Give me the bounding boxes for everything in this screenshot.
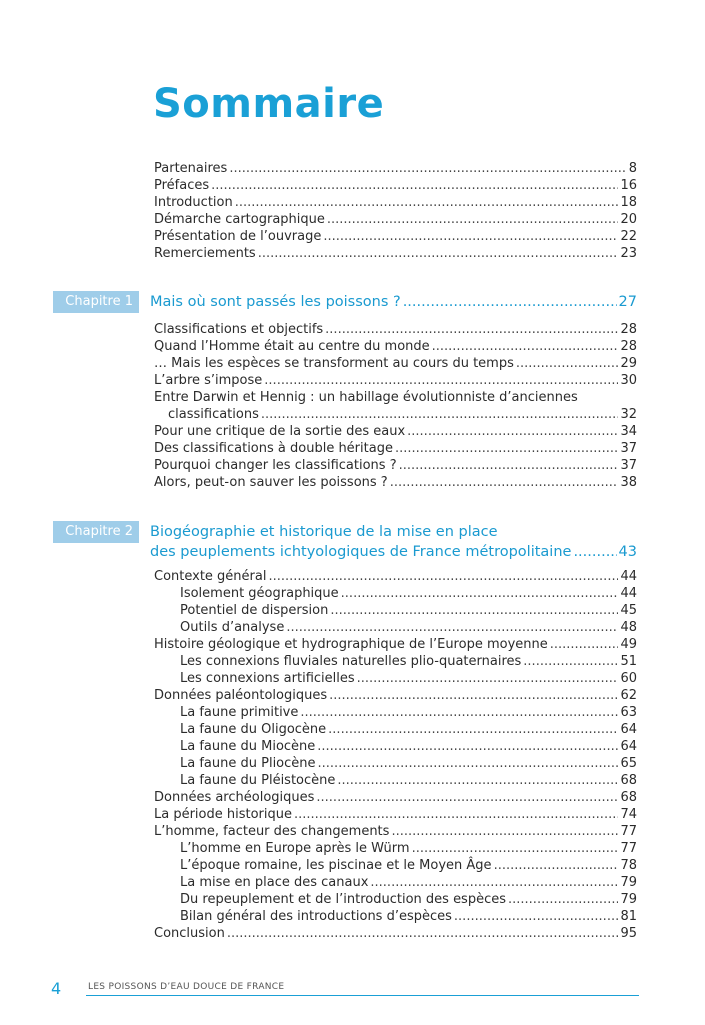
- toc-entry-label: Partenaires: [154, 161, 228, 176]
- toc-entry-label: Classifications et objectifs: [154, 322, 324, 337]
- dot-leader: [407, 423, 618, 440]
- dot-leader: [294, 806, 618, 823]
- dot-leader: [412, 840, 619, 857]
- toc-entry[interactable]: [154, 423, 637, 440]
- toc-subentry[interactable]: [154, 670, 637, 687]
- toc-entry-page: 29: [620, 356, 637, 371]
- toc-entry-page: 81: [620, 909, 637, 924]
- dot-leader: [395, 440, 619, 457]
- dot-leader: [268, 568, 618, 585]
- dot-leader: [370, 874, 618, 891]
- chapter-1-badge: Chapitre 1: [53, 291, 139, 313]
- toc-entry[interactable]: [154, 457, 637, 474]
- toc-entry-label: La faune du Miocène: [180, 739, 316, 754]
- toc-subentry[interactable]: [154, 840, 637, 857]
- toc-entry-label: Potentiel de dispersion: [180, 603, 329, 618]
- toc-entry-label: L’époque romaine, les piscinae et le Moyen Âge: [180, 858, 492, 873]
- toc-subentry[interactable]: [154, 619, 637, 636]
- toc-entry-label: La mise en place des canaux: [180, 875, 369, 890]
- footer-rule: [86, 995, 639, 996]
- toc-entry[interactable]: [154, 160, 637, 177]
- toc-entry-label: La faune du Pléistocène: [180, 773, 336, 788]
- toc-entry[interactable]: [154, 806, 637, 823]
- dot-leader: [508, 891, 618, 908]
- toc-entry[interactable]: [154, 245, 637, 262]
- intro-toc: [154, 160, 637, 262]
- toc-subentry[interactable]: [154, 857, 637, 874]
- dot-leader: [330, 602, 618, 619]
- footer-book-title: LES POISSONS D’EAU DOUCE DE FRANCE: [88, 982, 285, 992]
- toc-entry-page: 79: [620, 892, 637, 907]
- toc-entry-page: 37: [620, 441, 637, 456]
- toc-entry-page: 16: [620, 178, 637, 193]
- chapter-1-title: Mais où sont passés les poissons ?: [150, 294, 401, 310]
- dot-leader: [323, 228, 618, 245]
- chapter-1-toc: [154, 321, 637, 491]
- toc-entry-label: Alors, peut-on sauver les poissons ?: [154, 475, 388, 490]
- toc-entry-page: 28: [620, 322, 637, 337]
- dot-leader: [229, 160, 626, 177]
- toc-entry-label: Bilan général des introductions d’espèces: [180, 909, 452, 924]
- toc-entry-label: L’arbre s’impose: [154, 373, 263, 388]
- toc-entry-label: Du repeuplement et de l’introduction des espèces: [180, 892, 507, 907]
- page-title: Sommaire: [153, 81, 385, 127]
- chapter-1-page: 27: [618, 294, 637, 310]
- dot-leader: [454, 908, 619, 925]
- toc-entry-label: La faune du Oligocène: [180, 722, 327, 737]
- toc-entry[interactable]: [154, 636, 637, 653]
- chapter-2-heading[interactable]: [150, 522, 637, 562]
- toc-entry[interactable]: [154, 687, 637, 704]
- toc-entry-page: 23: [620, 246, 637, 261]
- toc-entry-page: 78: [620, 858, 637, 873]
- dot-leader: [516, 355, 619, 372]
- dot-leader: [328, 721, 618, 738]
- toc-entry-label: … Mais les espèces se transforment au cours du temps: [154, 356, 514, 371]
- toc-entry-label: Remerciements: [154, 246, 256, 261]
- toc-entry-page: 62: [620, 688, 637, 703]
- chapter-2-badge: Chapitre 2: [53, 521, 139, 543]
- toc-entry[interactable]: [154, 789, 637, 806]
- dot-leader: [318, 755, 619, 772]
- dot-leader: [523, 653, 618, 670]
- toc-entry-label: Contexte général: [154, 569, 267, 584]
- toc-entry-page: 45: [620, 603, 637, 618]
- toc-entry-page: 37: [620, 458, 637, 473]
- dot-leader: [550, 636, 619, 653]
- toc-entry-page: 64: [620, 739, 637, 754]
- toc-entry[interactable]: [154, 568, 637, 585]
- toc-entry-page: 77: [620, 841, 637, 856]
- toc-entry-label: Conclusion: [154, 926, 225, 941]
- toc-subentry[interactable]: [154, 755, 637, 772]
- chapter-2-title-line2: des peuplements ichtyologiques de France métropolitaine: [150, 544, 572, 560]
- toc-entry[interactable]: [154, 440, 637, 457]
- toc-entry[interactable]: [154, 372, 637, 389]
- toc-entry-label: Quand l’Homme était au centre du monde: [154, 339, 430, 354]
- toc-entry-label: La faune du Pliocène: [180, 756, 316, 771]
- dot-leader: [286, 619, 618, 636]
- toc-entry[interactable]: [154, 355, 637, 372]
- dot-leader: [337, 772, 618, 789]
- toc-entry-page: 74: [620, 807, 637, 822]
- toc-subentry[interactable]: [154, 772, 637, 789]
- chapter-2-title-line1: Biogéographie et historique de la mise en place: [150, 524, 498, 540]
- toc-entry-page: 63: [620, 705, 637, 720]
- toc-subentry[interactable]: [154, 653, 637, 670]
- toc-entry[interactable]: [154, 925, 637, 942]
- toc-subentry[interactable]: [154, 721, 637, 738]
- toc-entry[interactable]: [154, 194, 637, 211]
- toc-entry-label: L’homme en Europe après le Würm: [180, 841, 410, 856]
- toc-subentry[interactable]: [154, 738, 637, 755]
- toc-subentry[interactable]: [154, 908, 637, 925]
- toc-subentry[interactable]: [154, 891, 637, 908]
- toc-entry-label: Pourquoi changer les classifications ?: [154, 458, 397, 473]
- toc-entry[interactable]: [154, 338, 637, 355]
- toc-entry-label: Les connexions artificielles: [180, 671, 355, 686]
- toc-entry-page: 34: [620, 424, 637, 439]
- toc-entry-multiline[interactable]: [154, 389, 637, 406]
- dot-leader: [258, 245, 619, 262]
- chapter-1-heading[interactable]: [150, 292, 637, 312]
- toc-subentry[interactable]: [154, 874, 637, 891]
- dot-leader: [316, 789, 618, 806]
- toc-entry-page: 30: [620, 373, 637, 388]
- toc-entry-label: Présentation de l’ouvrage: [154, 229, 322, 244]
- dot-leader: [261, 406, 619, 423]
- toc-entry-label: Isolement géographique: [180, 586, 339, 601]
- dot-leader: [357, 670, 619, 687]
- toc-entry-label: Préfaces: [154, 178, 210, 193]
- dot-leader: [573, 542, 616, 562]
- toc-entry-label: Introduction: [154, 195, 233, 210]
- dot-leader: [341, 585, 619, 602]
- dot-leader: [300, 704, 618, 721]
- toc-entry[interactable]: [154, 321, 637, 338]
- toc-entry-page: 68: [620, 790, 637, 805]
- toc-entry-page: 20: [620, 212, 637, 227]
- dot-leader: [432, 338, 619, 355]
- toc-entry-page: 48: [620, 620, 637, 635]
- toc-entry-page: 38: [620, 475, 637, 490]
- toc-subentry[interactable]: [154, 585, 637, 602]
- dot-leader: [327, 211, 619, 228]
- toc-entry-label: La période historique: [154, 807, 293, 822]
- toc-entry-label: Démarche cartographique: [154, 212, 325, 227]
- dot-leader: [235, 194, 619, 211]
- dot-leader: [399, 457, 619, 474]
- toc-entry[interactable]: [154, 177, 637, 194]
- toc-entry[interactable]: [154, 211, 637, 228]
- toc-entry-page: 22: [620, 229, 637, 244]
- toc-entry-page: 44: [620, 586, 637, 601]
- dot-leader: [317, 738, 618, 755]
- toc-entry-page: 28: [620, 339, 637, 354]
- toc-entry-label: Entre Darwin et Hennig : un habillage évolutionniste d’anciennes: [154, 390, 578, 405]
- dot-leader: [494, 857, 619, 874]
- toc-entry-label: Pour une critique de la sortie des eaux: [154, 424, 406, 439]
- dot-leader: [211, 177, 618, 194]
- toc-subentry[interactable]: [154, 602, 637, 619]
- toc-entry-page: 64: [620, 722, 637, 737]
- toc-entry-page: 44: [620, 569, 637, 584]
- toc-entry-label: Données archéologiques: [154, 790, 315, 805]
- toc-entry-page: 68: [620, 773, 637, 788]
- toc-entry-label: Des classifications à double héritage: [154, 441, 393, 456]
- dot-leader: [391, 823, 618, 840]
- toc-entry-continuation[interactable]: [154, 406, 637, 423]
- toc-entry-page: 77: [620, 824, 637, 839]
- toc-entry-page: 95: [620, 926, 637, 941]
- chapter-2-toc: [154, 568, 637, 942]
- toc-entry-label-cont: classifications: [168, 407, 259, 422]
- toc-entry-label: Données paléontologiques: [154, 688, 328, 703]
- dot-leader: [264, 372, 618, 389]
- toc-entry[interactable]: [154, 823, 637, 840]
- toc-entry-page: 65: [620, 756, 637, 771]
- dot-leader: [325, 321, 618, 338]
- toc-entry-page: 8: [628, 161, 637, 176]
- dot-leader: [227, 925, 619, 942]
- footer-page-number: 4: [51, 979, 62, 998]
- toc-entry-label: Les connexions fluviales naturelles plio-quaternaires: [180, 654, 522, 669]
- toc-entry-page: 49: [620, 637, 637, 652]
- toc-entry-label: L’homme, facteur des changements: [154, 824, 390, 839]
- toc-entry-page: 18: [620, 195, 637, 210]
- dot-leader: [329, 687, 618, 704]
- toc-entry-page: 32: [620, 407, 637, 422]
- toc-entry-page: 60: [620, 671, 637, 686]
- toc-entry-page: 79: [620, 875, 637, 890]
- dot-leader: [403, 292, 617, 312]
- toc-subentry[interactable]: [154, 704, 637, 721]
- toc-entry[interactable]: [154, 228, 637, 245]
- toc-entry-label: Histoire géologique et hydrographique de l’Europe moyenne: [154, 637, 548, 652]
- toc-entry-page: 51: [620, 654, 637, 669]
- toc-entry-label: Outils d’analyse: [180, 620, 285, 635]
- dot-leader: [390, 474, 619, 491]
- toc-entry[interactable]: [154, 474, 637, 491]
- toc-entry-label: La faune primitive: [180, 705, 299, 720]
- chapter-2-page: 43: [618, 544, 637, 560]
